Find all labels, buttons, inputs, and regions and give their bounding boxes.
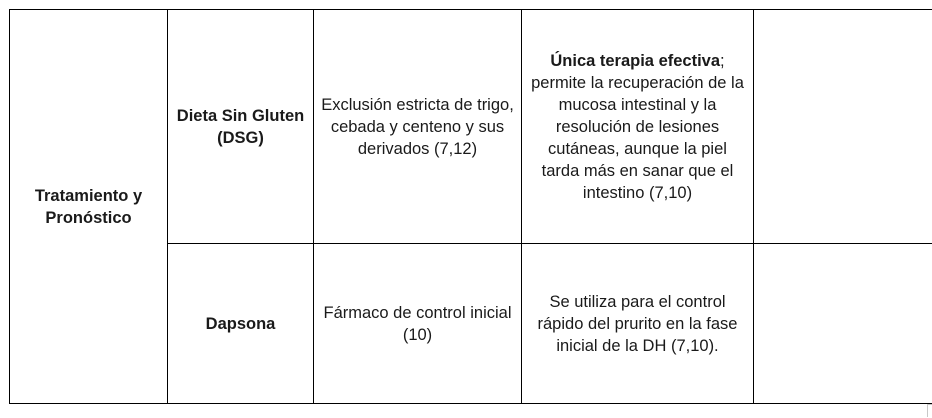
notes-emphasis: Única terapia efectiva <box>550 51 721 70</box>
notes-text: ; permite la recuperación de la mucosa intestinal y la resolución de lesiones cutáneas, aunque la piel tarda más en sanar que el intestino (7,10) <box>531 51 744 202</box>
treatment-table <box>9 9 932 404</box>
treatment-description-cell: Fármaco de control inicial (10) <box>314 244 522 404</box>
treatment-notes-cell <box>522 244 754 404</box>
treatment-description-cell: Exclusión estricta de trigo, cebada y centeno y sus derivados (7,12) <box>314 10 522 244</box>
notes-text: Se utiliza para el control rápido del prurito en la fase inicial de la DH (7,10). <box>537 292 738 355</box>
corner-mark <box>927 404 932 417</box>
treatment-notes-cell <box>522 10 754 244</box>
empty-cell <box>754 244 932 404</box>
section-header-cell: Tratamiento y Pronóstico <box>10 10 168 404</box>
empty-cell <box>754 10 932 244</box>
treatment-name-cell: Dapsona <box>168 244 314 404</box>
table-row <box>10 10 932 244</box>
treatment-name-cell: Dieta Sin Gluten (DSG) <box>168 10 314 244</box>
